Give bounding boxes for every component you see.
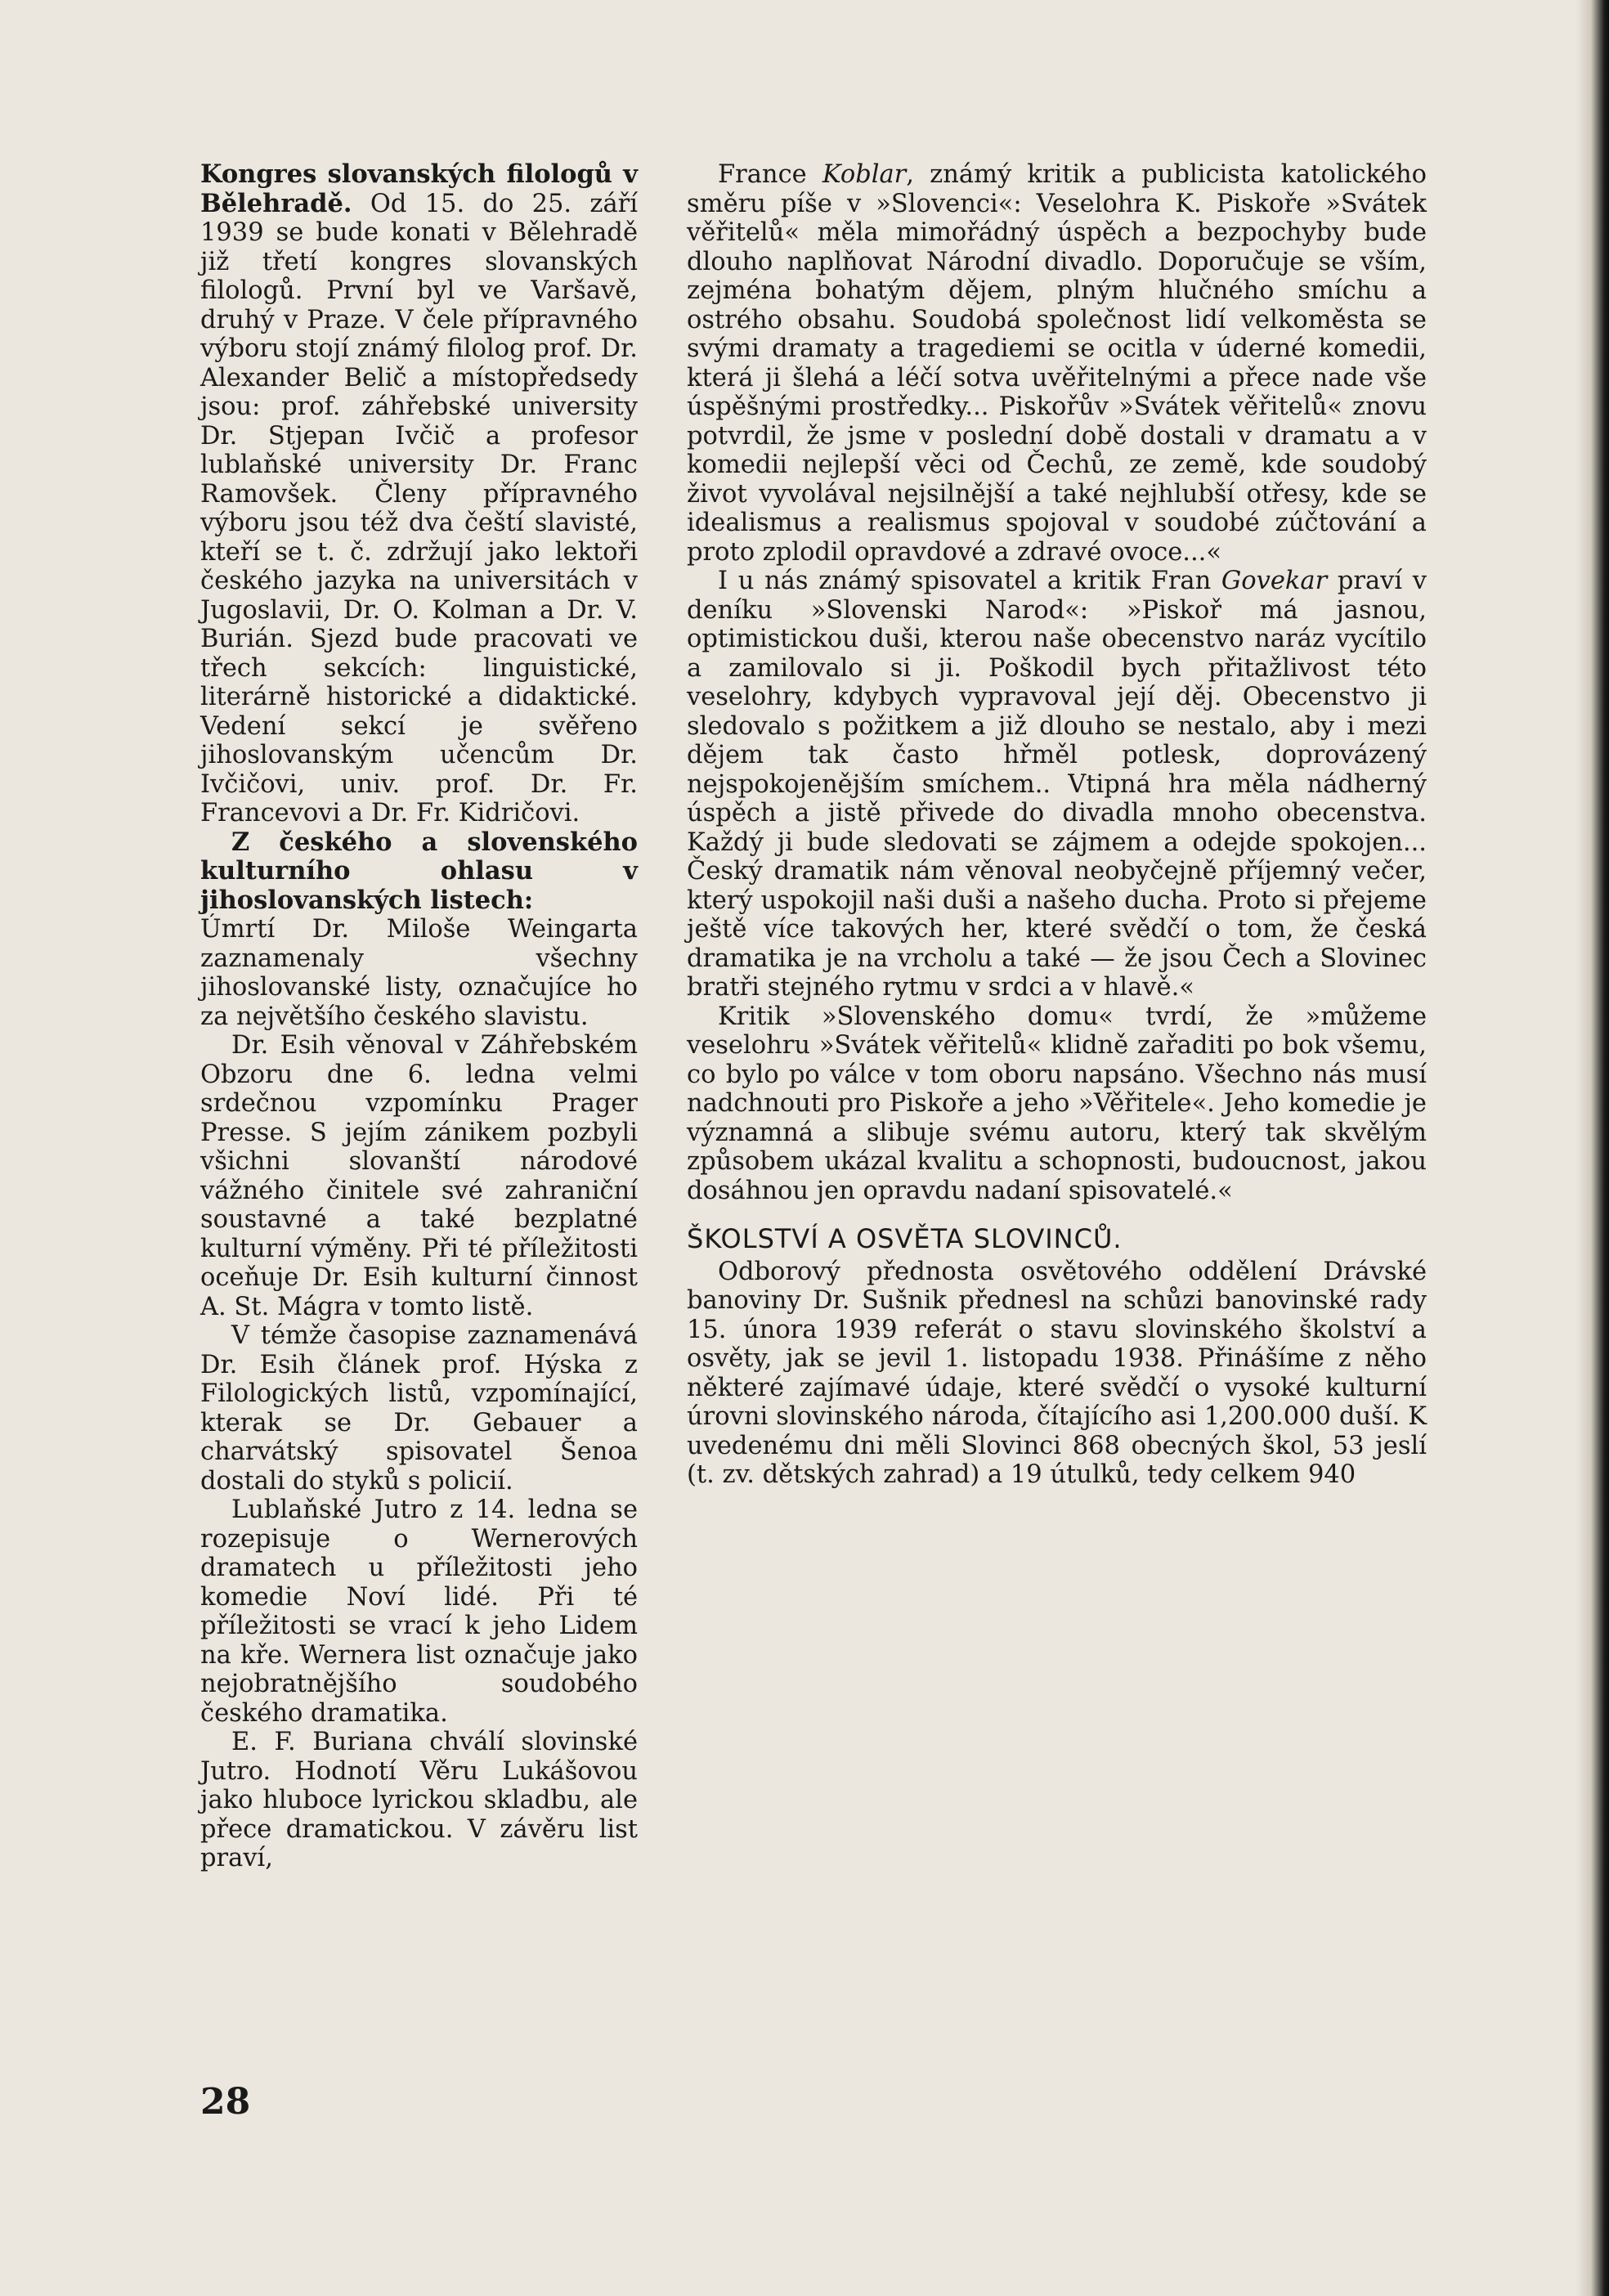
congress-paragraph [200,160,638,828]
congress-text: Od 15. do 25. září 1939 se bude konati v Bělehradě již třetí kongres slovanských filologů. První byl ve Varšavě, druhý v Praze. V čele přípravného výboru stojí známý filolog prof. Dr. Alexander Belič a místopředsedy jsou: prof. záhřebské university Dr. Stjepan Ivčič a profesor lublaňské university Dr. Franc Ramovšek. Členy přípravného výboru jsou též dva čeští slavisté, kteří se t. č. zdržují jako lektoři českého jazyka na universitách v Jugoslavii, Dr. O. Kolman a Dr. V. Burián. Sjezd bude pracovati ve třech sekcích: linguistické, literárně historické a didaktické. Vedení sekcí je svěřeno jihoslovanským učencům Dr. Ivčičovi, univ. prof. Dr. Fr. Francevovi a Dr. Fr. Kidričovi. [200,189,638,827]
paragraph-burian: E. F. Buriana chválí slovinské Jutro. Hodnotí Věru Lukášovou jako hluboce lyrickou skladbu, ale přece dramatickou. V závěru list praví, [200,1728,638,1872]
right-column [687,160,1427,1490]
page-edge-shadow [1576,0,1609,2296]
paragraph-govekar: I u nás známý spisovatel a kritik Fran Govekar praví v deníku »Slovenski Narod«: »Piskoř má jasnou, optimistickou duši, kterou naše obecenstvo naráz vycítilo a zamilovalo si ji. Poškodil bych přitažlivost této veselohry, kdybych vypravoval její děj. Obecenstvo ji sledovalo s požitkem a již dlouho se nestalo, aby i mezi dějem tak často hřměl potlesk, doprovázený nejspokojenějším smíchem.. Vtipná hra měla nádherný úspěch a jistě přivede do divadla mnoho obecenstva. Každý ji bude sledovati se zájmem a odejde spokojen... Český dramatik nám věnoval neobyčejně příjemný večer, který uspokojil naši duši a našeho ducha. Proto si přejeme ještě více takových her, které svědčí o tom, že česká dramatika je na vrcholu a také — že jsou Čech a Slovinec bratři stejného rytmu v srdci a v hlavě.« [687,567,1427,1002]
paragraph-esih-hysek: V témže časopise zaznamenává Dr. Esih článek prof. Hýska z Filologických listů, vzpomínající, kterak se Dr. Gebauer a charvátský spisovatel Šenoa dostali do styků s policií. [200,1321,638,1496]
cultural-echo-heading: Z českého a slovenského kulturního ohlasu v jihoslovanských listech: [200,827,638,915]
name-koblar: Koblar [822,160,907,189]
paragraph-esih-obzor: Dr. Esih věnoval v Záhřebském Obzoru dne 6. ledna velmi srdečnou vzpomínku Prager Presse. S jejím zánikem pozbyli všichni slovanští národové vážného činitele své zahraniční soustavné a také bezplatné kulturní výměny. Při té příležitosti oceňuje Dr. Esih kulturní činnost A. St. Mágra v tomto listě. [200,1031,638,1321]
section-title-schools: ŠKOLSTVÍ A OSVĚTA SLOVINCŮ. [687,1223,1123,1254]
cultural-echo-heading-paragraph [200,828,638,916]
left-column [200,160,638,1873]
congress-heading: Kongres slovanských filologů v Bělehradě. [200,159,638,218]
paragraph-slovensky-dom: Kritik »Slovenského domu« tvrdí, že »můžeme veselohru »Svátek věřitelů« klidně zařaditi po bok všemu, co bylo po válce v tom oboru napsáno. Všechno nás musí nadchnouti pro Piskoře a jeho »Věřitele«. Jeho komedie je významná a slibuje svému autoru, který tak skvělým způsobem ukázal kvalitu a schopnosti, budoucnost, jakou dosáhnou jen opravdu nadaní spisovatelé.« [687,1002,1427,1205]
paragraph-koblar: France Koblar, známý kritik a publicista katolického směru píše v »Slovenci«: Veselohra K. Piskoře »Svátek věřitelů« měla mimořádný úspěch a bezpochyby bude dlouho naplňovat Národní divadlo. Doporučuje se vším, zejména bohatým dějem, plným hlučného smíchu a ostrého obsahu. Soudobá společnost lidí velkoměsta se svými dramaty a tragediemi se ocitla v úderné komedii, která ji šlehá a léčí sotva uvěřitelnými a přece nade vše úspěšnými prostředky... Piskořův »Svátek věřitelů« znovu potvrdil, že jsme v poslední době dostali v dramatu a v komedii nejlepší věci od Čechů, ze země, kde soudobý život vyvolával nejsilnější a také nejhlubší otřesy, kde se idealismus a realismus spojoval v soudobé zúčtování a proto zplodil opravdové a zdravé ovoce...« [687,160,1427,567]
paragraph-weingart: Úmrtí Dr. Miloše Weingarta zaznamenaly všechny jihoslovanské listy, označujíce ho za největšího českého slavistu. [200,915,638,1031]
paragraph-susnik: Odborový přednosta osvětového oddělení Drávské banoviny Dr. Sušnik přednesl na schůzi banovinské rady 15. února 1939 referát o stavu slovinského školství a osvěty, jak se jevil 1. listopadu 1938. Přinášíme z něho některé zajímavé údaje, které svědčí o vysoké kulturní úrovni slovinského národa, čítajícího asi 1,200.000 duší. K uvedenému dni měli Slovinci 868 obecných škol, 53 jeslí (t. zv. dětských zahrad) a 19 útulků, tedy celkem 940 [687,1257,1427,1489]
name-govekar: Govekar [1221,567,1328,595]
paragraph-jutro-werner: Lublaňské Jutro z 14. ledna se rozepisuje o Wernerových dramatech u příležitosti jeho komedie Noví lidé. Při té příležitosti se vrací k jeho Lidem na kře. Wernera list označuje jako nejobratnějšího soudobého českého dramatika. [200,1496,638,1728]
page-number: 28 [200,2081,251,2123]
